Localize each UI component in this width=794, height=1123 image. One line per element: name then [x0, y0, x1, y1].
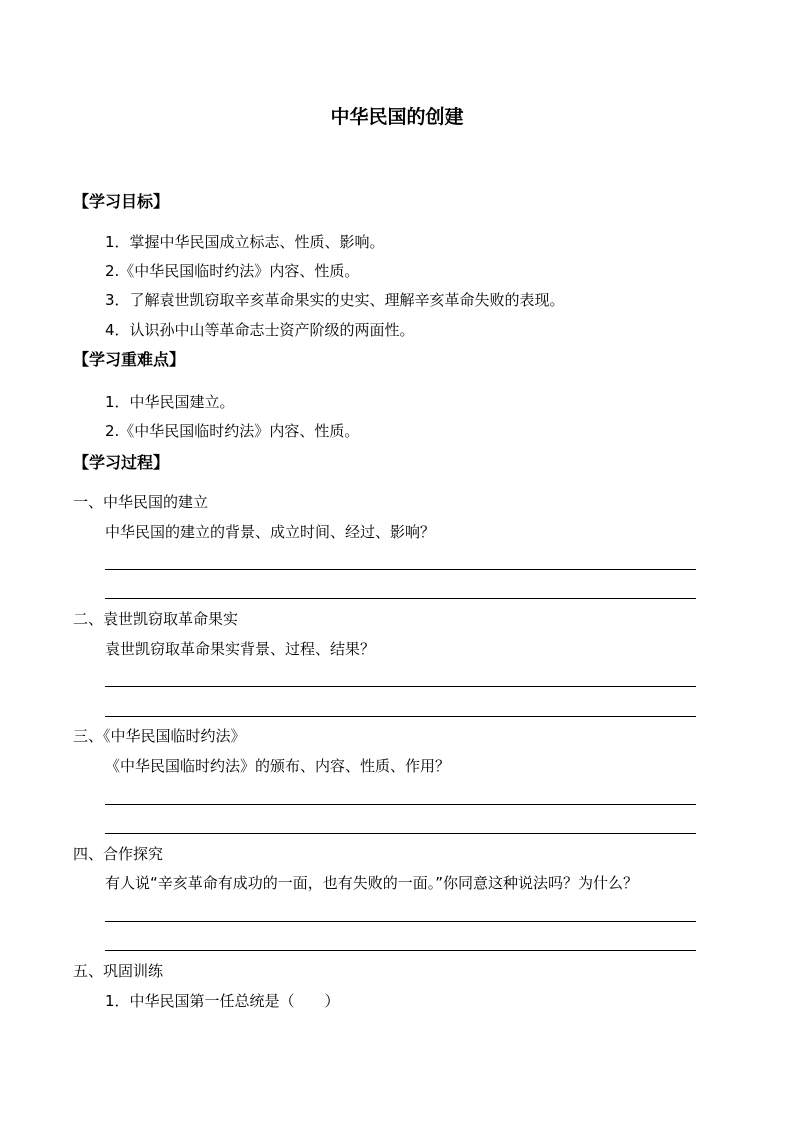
answer-line[interactable]	[105, 950, 696, 951]
page-title: 中华民国的创建	[330, 106, 464, 128]
objective-item-1: 1．掌握中华民国成立标志、性质、影响。	[105, 233, 385, 251]
objective-item-4: 4．认识孙中山等革命志士资产阶级的两面性。	[105, 321, 415, 339]
answer-line[interactable]	[105, 598, 696, 599]
section-title-1: 一、中华民国的建立	[73, 493, 209, 511]
practice-title: 五、巩固训练	[73, 962, 164, 980]
section-title-3: 三、《中华民国临时约法》	[73, 727, 246, 745]
answer-line[interactable]	[105, 921, 696, 922]
answer-line[interactable]	[105, 804, 696, 805]
section-question-3: 《中华民国临时约法》的颁布、内容、性质、作用？	[105, 757, 451, 775]
answer-line[interactable]	[105, 833, 696, 834]
answer-line[interactable]	[105, 569, 696, 570]
section-title-2: 二、袁世凯窃取革命果实	[73, 610, 239, 628]
objective-item-2: 2.《中华民国临时约法》内容、性质。	[105, 262, 360, 280]
section-question-4: 有人说“辛亥革命有成功的一面，也有失败的一面。”你同意这种说法吗？为什么？	[105, 874, 639, 892]
practice-item-1: 1．中华民国第一任总统是（ ）	[105, 992, 340, 1010]
key-point-item-1: 1．中华民国建立。	[105, 393, 235, 411]
answer-line[interactable]	[105, 716, 696, 717]
section-question-1: 中华民国的建立的背景、成立时间、经过、影响？	[105, 523, 436, 541]
process-heading: 【学习过程】	[73, 453, 170, 472]
objective-item-3: 3．了解袁世凯窃取辛亥革命果实的史实、理解辛亥革命失败的表现。	[105, 291, 565, 309]
answer-line[interactable]	[105, 686, 696, 687]
key-point-item-2: 2.《中华民国临时约法》内容、性质。	[105, 422, 360, 440]
section-title-4: 四、合作探究	[73, 845, 164, 863]
key-points-heading: 【学习重难点】	[73, 350, 186, 369]
objectives-heading: 【学习目标】	[73, 192, 170, 211]
section-question-2: 袁世凯窃取革命果实背景、过程、结果？	[105, 640, 376, 658]
